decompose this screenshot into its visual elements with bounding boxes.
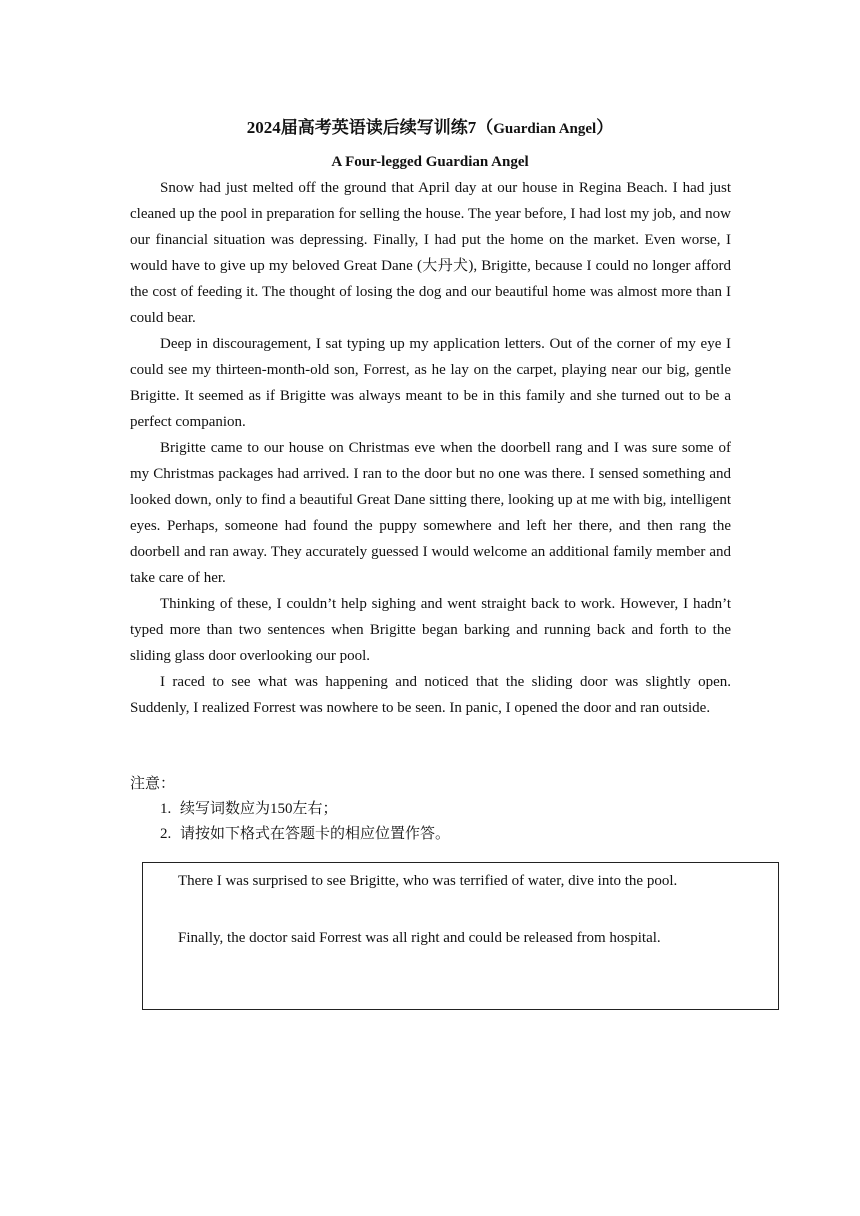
instruction-number: 2. — [160, 826, 172, 842]
instruction-text: 续写词数应为150左右； — [180, 801, 338, 817]
continuation-opening-line-1: There I was surprised to see Brigitte, who was terrified of water, dive into the pool. — [178, 873, 678, 889]
paragraph: Snow had just melted off the ground that April day at our house in Regina Beach. I had just cleaned up the pool in preparation for selling the house. The year before, I had lost my job, and now our financial situation was depressing. Finally, I had put the home on the market. Even worse, I would have to give up my beloved Great Dane (大丹犬), Brigitte, because I could no longer afford the cost of feeding it. The thought of losing the dog and our beautiful home was almost more than I could bear. — [130, 180, 731, 326]
instruction-number: 1. — [160, 801, 172, 817]
instructions — [130, 772, 750, 847]
instruction-text: 请按如下格式在答题卡的相应位置作答。 — [180, 826, 451, 842]
paragraph: Deep in discouragement, I sat typing up my application letters. Out of the corner of my eye I could see my thirteen-month-old son, Forrest, as he lay on the carpet, playing near our big, gentle Brigitte. It seemed as if Brigitte was always meant to be in this family and she turned out to be a perfect companion. — [130, 336, 731, 430]
paragraph: Thinking of these, I couldn’t help sighing and went straight back to work. However, I hadn’t typed more than two sentences when Brigitte began barking and running back and forth to the sliding glass door overlooking our pool. — [130, 596, 731, 664]
continuation-opening-line-2: Finally, the doctor said Forrest was all right and could be released from hospital. — [178, 930, 661, 946]
answer-format-box — [142, 862, 779, 1010]
title-english: Guardian Angel — [493, 121, 597, 137]
story-passage — [130, 175, 731, 721]
instructions-list — [130, 797, 750, 847]
title-prefix: 2024届高考英语读后续写训练7（ — [246, 118, 494, 137]
instruction-item — [130, 797, 750, 822]
paragraph: I raced to see what was happening and noticed that the sliding door was slightly open. Suddenly, I realized Forrest was nowhere to be seen. In panic, I opened the door and ran outside. — [130, 674, 731, 716]
instructions-heading: 注意： — [130, 776, 176, 792]
story-title: A Four-legged Guardian Angel — [331, 154, 529, 170]
document-title — [0, 116, 860, 141]
title-suffix: ） — [596, 118, 614, 137]
paragraph: Brigitte came to our house on Christmas eve when the doorbell rang and I was sure some of my Christmas packages had arrived. I ran to the door but no one was there. I sensed something and looked down, only to find a beautiful Great Dane sitting there, looking up at me with big, intelligent eyes. Perhaps, someone had found the puppy somewhere and left her there, and then rang the doorbell and ran away. They accurately guessed I would welcome an additional family member and take care of her. — [130, 440, 731, 586]
instruction-item — [130, 822, 750, 847]
